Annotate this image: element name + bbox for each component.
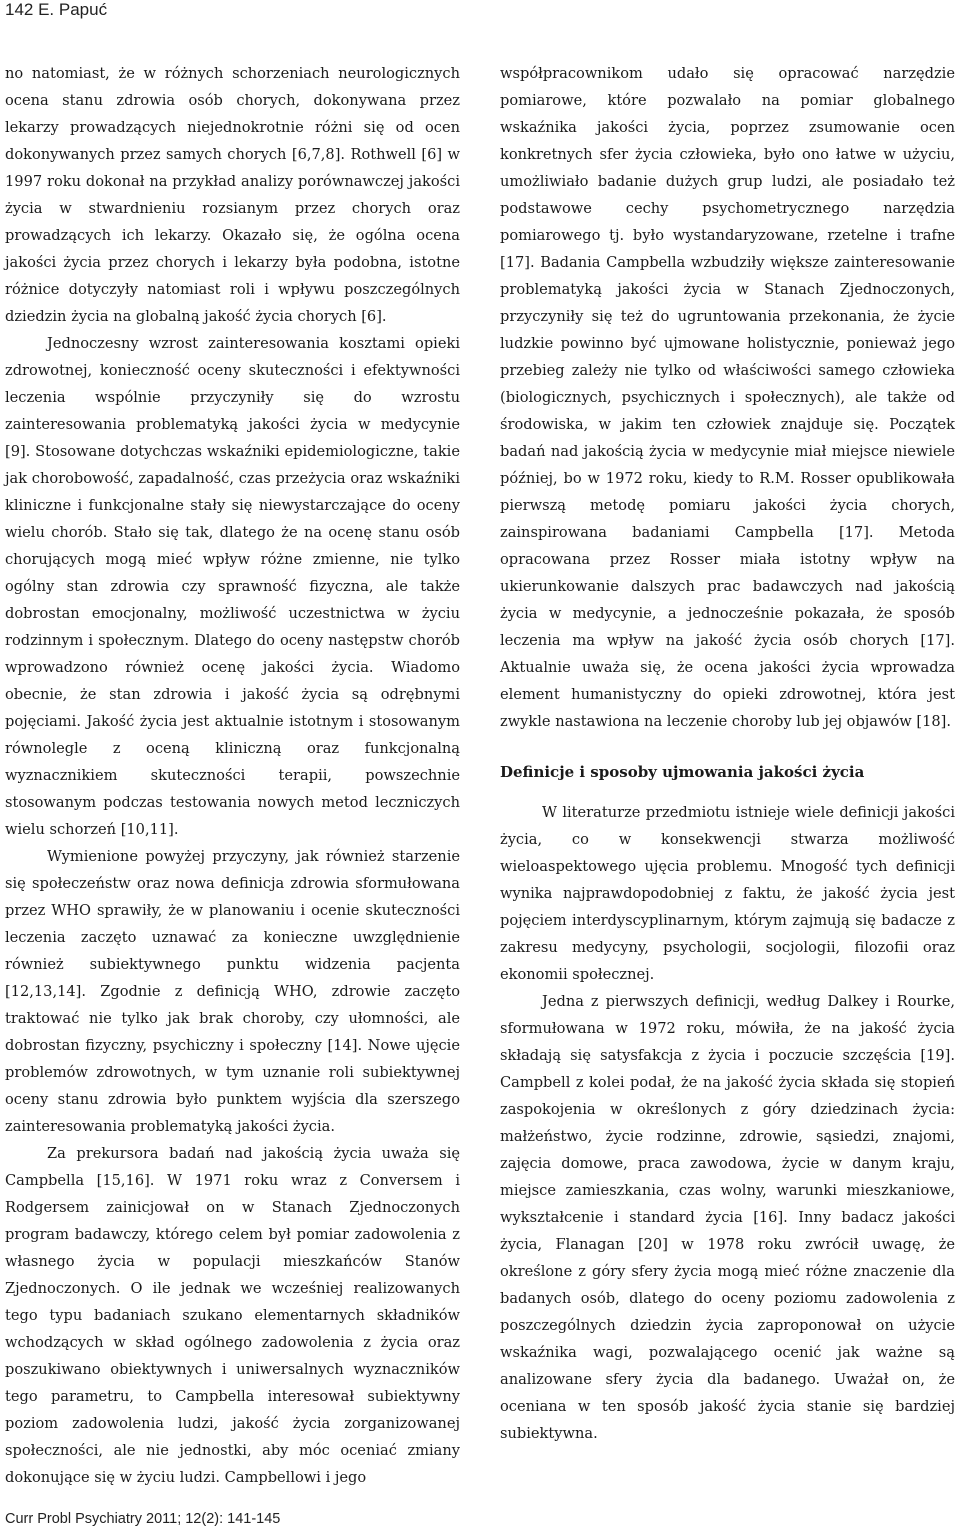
left-column xyxy=(5,60,460,1491)
paragraph: Jedna z pierwszych definicji, według Dalkey i Rourke, sformułowana w 1972 roku, mówiła, że na jakość życia składają się satysfakcja z życia i poczucie szczęścia [19]. Campbell z kolei podał, że na jakość życia składa się stopień zaspokojenia w określonych z góry dziedzinach życia: małżeństwo, życie rodzinne, zdrowie, sąsiedzi, znajomi, zajęcia domowe, praca zawodowa, życie w danym kraju, miejsce zamieszkania, czas wolny, warunki mieszkaniowe, wykształcenie i standard życia [16]. Inny badacz jakości życia, Flanagan [20] w 1978 roku zwrócił uwagę, że określone z góry sfery życia mogą mieć różne znaczenie dla badanych osób, dlatego do oceny poziomu zadowolenia z poszczególnych dziedzin życia zaproponował on użycie wskaźnika wagi, pozwalającego ocenić jak ważne są analizowane sfery życia dla badanego. Uważał on, że oceniana w ten sposób jakość życia stanie się bardziej subiektywna. xyxy=(500,993,955,1442)
paragraph: Za prekursora badań nad jakością życia uważa się Campbella [15,16]. W 1971 roku wraz z Conversem i Rodgersem zainicjował on w Stanach Zjednoczonych program badawczy, którego celem był pomiar zadowolenia z własnego życia w populacji mieszkańców Stanów Zjednoczonych. O ile jednak we wcześniej realizowanych tego typu badaniach szukano elementarnych składników wchodzących w skład ogólnego zadowolenia z życia oraz poszukiwano obiektywnych i uniwersalnych wyznaczników tego parametru, to Campbella interesował subiektywny poziom zadowolenia ludzi, jakość życia zorganizowanej społeczności, ale nie jednostki, aby móc oceniać zmiany dokonujące się w życiu ludzi. Campbellowi i jego xyxy=(5,1145,460,1486)
paragraph: Wymienione powyżej przyczyny, jak również starzenie się społeczeństw oraz nowa definicja zdrowia sformułowana przez WHO sprawiły, że w planowaniu i ocenie skuteczności leczenia zaczęto uznawać za konieczne uwzględnienie również subiektywnego punktu widzenia pacjenta [12,13,14]. Zgodnie z definicją WHO, zdrowie zaczęto traktować nie tylko jak brak choroby, czy ułomności, ale dobrostan fizyczny, psychiczny i społeczny [14]. Nowe ujęcie problemów zdrowotnych, w tym uznanie roli subiektywnej oceny stanu zdrowia było punktem wyjścia dla szerszego zainteresowania problematyką jakości życia. xyxy=(5,848,460,1135)
paragraph: Jednoczesny wzrost zainteresowania kosztami opieki zdrowotnej, konieczność oceny skuteczności i efektywności leczenia wspólnie przyczyniły się do wzrostu zainteresowania problematyką jakości życia w medycynie [9]. Stosowane dotychczas wskaźniki epidemiologiczne, takie jak chorobowość, zapadalność, czas przeżycia oraz wskaźniki kliniczne i funkcjonalne stały się niewystarczające do oceny wielu chorób. Stało się tak, dlatego że na ocenę stanu osób chorujących mogą mieć wpływ różne zmienne, nie tylko ogólny stan zdrowia czy sprawność fizyczna, ale także dobrostan emocjonalny, możliwość uczestnictwa w życiu rodzinnym i społecznym. Dlatego do oceny następstw chorób wprowadzono również ocenę jakości życia. Wiadomo obecnie, że stan zdrowia i jakość życia są odrębnymi pojęciami. Jakość życia jest aktualnie istotnym i stosowanym równolegle z oceną kliniczną oraz funkcjonalną wyznacznikiem skuteczności terapii, powszechnie stosowanym podczas testowania nowych metod leczniczych wielu schorzeń [10,11]. xyxy=(5,335,460,838)
journal-citation-footer: Curr Probl Psychiatry 2011; 12(2): 141-145 xyxy=(5,1511,281,1527)
paragraph: W literaturze przedmiotu istnieje wiele definicji jakości życia, co w konsekwencji stwarza możliwość wieloaspektowego ujęcia problemu. Mnogość tych definicji wynika najprawdopodobniej z faktu, że jakość życia jest pojęciem interdyscyplinarnym, którym zajmują się badacze z zakresu medycyny, psychologii, socjologii, filozofii oraz ekonomii społecznej. xyxy=(500,804,955,983)
right-column xyxy=(500,60,955,1447)
running-head: 142 E. Papuć xyxy=(5,0,108,19)
paragraph: współpracownikom udało się opracować narzędzie pomiarowe, które pozwalało na pomiar globalnego wskaźnika jakości życia, poprzez zsumowanie ocen konkretnych sfer życia człowieka, było ono łatwe w użyciu, umożliwiało badanie dużych grup ludzi, ale posiadało też podstawowe cechy psychometrycznego narzędzia pomiarowego tj. było wystandaryzowane, rzetelne i trafne [17]. Badania Campbella wzbudziły większe zainteresowanie problematyką jakości życia w Stanach Zjednoczonych, przyczyniły się też do ugruntowania przekonania, że życie ludzkie powinno być ujmowane holistycznie, ponieważ jego przebieg zależy nie tylko od właściwości samego człowieka (biologicznych, psychicznych i społecznych), ale także od środowiska, w jakim ten człowiek znajduje się. Początek badań nad jakością życia w medycynie miał miejsce niewiele później, bo w 1972 roku, kiedy to R.M. Rosser opublikowała pierwszą metodę pomiaru jakości życia chorych, zainspirowana badaniami Campbella [17]. Metoda opracowana przez Rosser miała istotny wpływ na ukierunkowanie dalszych prac badawczych nad jakością życia w medycynie, a jednocześnie pokazała, że sposób leczenia ma wpływ na jakość życia osób chorych [17]. Aktualnie uważa się, że ocena jakości życia wprowadza element humanistyczny do opieki zdrowotnej, która jest zwykle nastawiona na leczenie choroby lub jej objawów [18]. xyxy=(500,65,955,730)
section-heading: Definicje i sposoby ujmowania jakości życia xyxy=(500,763,865,781)
paragraph: no natomiast, że w różnych schorzeniach neurologicznych ocena stanu zdrowia osób chorych, dokonywana przez lekarzy prowadzących niejednokrotnie różni się od ocen dokonywanych przez samych chorych [6,7,8]. Rothwell [6] w 1997 roku dokonał na przykład analizy porównawczej jakości życia w stwardnieniu rozsianym przez chorych oraz prowadzących ich lekarzy. Okazało się, że ogólna ocena jakości życia przez chorych i lekarzy była podobna, istotne różnice dotyczyły natomiast roli i wpływu poszczególnych dziedzin życia na globalną jakość życia chorych [6]. xyxy=(5,65,460,325)
